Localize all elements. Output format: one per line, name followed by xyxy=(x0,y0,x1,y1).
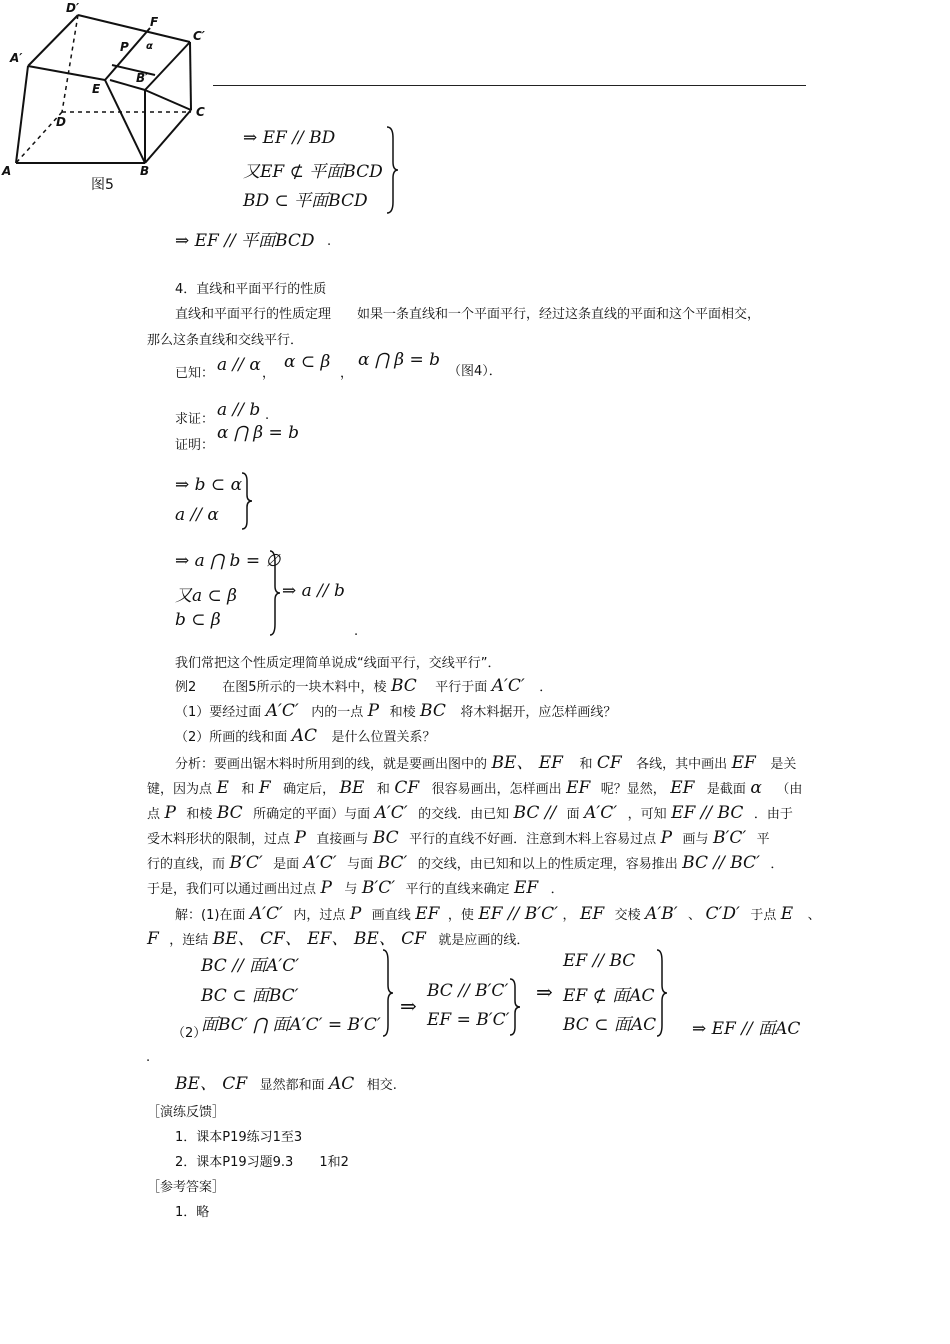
analysis-line6: 于是，我们可以通过画出过点 P 与 B′C′ 平行的直线来确定 EF ． xyxy=(147,878,564,898)
example2-line: 例2 在图5所示的一块木料中，棱 BC 平行于面 A′C′ ． xyxy=(175,676,553,696)
analysis-line3: 点 P 和棱 BC 所确定的平面）与面 A′C′ 的交线．由已知 BC // 面 A′C′ ，可知 EF // BC ．由于 xyxy=(147,803,793,823)
question2-line: （2）所画的线和面 AC 是什么位置关系？ xyxy=(175,726,436,746)
deriv-c2: EF ⊄ 面AC xyxy=(563,986,655,1006)
deriv-implies-2: ⇒ xyxy=(536,980,553,1004)
horizontal-rule xyxy=(213,85,806,86)
answers-header: ［参考答案］ xyxy=(147,1180,226,1195)
proof2-g1-line2: a // α xyxy=(175,505,219,525)
known-math3: α ⋂ β = b xyxy=(358,350,440,370)
label-d: D xyxy=(56,115,66,129)
deriv-b1: BC // B′C′ xyxy=(427,981,509,1001)
label-d-prime: D′ xyxy=(66,1,80,15)
practice-header: ［演练反馈］ xyxy=(147,1105,226,1120)
label-alpha: α xyxy=(146,41,153,52)
label-b: B xyxy=(140,164,150,178)
known-math1: a // α xyxy=(217,355,261,375)
proof2-conclusion: ⇒ a // b xyxy=(282,581,345,601)
deriv-a1: BC // 面A′C′ xyxy=(201,956,300,976)
proof1-line3: BD ⊂ 平面BCD xyxy=(243,191,368,211)
question1-line: （1）要经过面 A′C′ 内的一点 P 和棱 BC 将木料据开，应怎样画线？ xyxy=(175,701,617,721)
deriv-dot: . xyxy=(146,1050,151,1065)
part2-label: （2） xyxy=(172,1026,207,1041)
proof1-line1: ⇒ EF // BD xyxy=(243,128,336,148)
label-p: P xyxy=(120,40,129,54)
label-a: A xyxy=(2,164,12,178)
practice-item2: 2．课本P19习题9.3 1和2 xyxy=(175,1155,349,1170)
deriv-c3: BC ⊂ 面AC xyxy=(563,1015,657,1035)
proof-label: 证明： xyxy=(175,438,215,453)
proof2-g2-line1: ⇒ a ⋂ b = ∅ xyxy=(175,551,281,571)
proof-math: α ⋂ β = b xyxy=(217,423,299,443)
solution-line1: 解：(1)在面 A′C′ 内，过点 P 画直线 EF ，使 EF // B′C′ ， EF 交棱 A′B′ 、 C′D′ 于点 E 、 xyxy=(175,904,821,924)
proof2-g2-line2: 又a ⊂ β xyxy=(175,586,238,606)
summary-line: 我们常把这个性质定理简单说成“线面平行，交线平行”． xyxy=(175,656,501,671)
known-label: 已知： xyxy=(175,366,215,381)
label-e: E xyxy=(92,82,101,96)
known-math2: α ⊂ β xyxy=(284,352,331,372)
proof1-dot: . xyxy=(327,234,332,249)
deriv-a2: BC ⊂ 面BC′ xyxy=(201,986,299,1006)
known-comma1: ， xyxy=(262,366,276,381)
deriv-conclusion: ⇒ EF // 面AC xyxy=(692,1019,801,1039)
deriv-brace-c xyxy=(655,949,669,1037)
proof2-dot: . xyxy=(354,624,359,639)
analysis-line4: 受木料形状的限制，过点 P 直接画与 BC 平行的直线不好画．注意到木料上容易过点 P 画与 B′C′ 平 xyxy=(147,828,770,848)
practice-item1: 1．课本P19练习1至3 xyxy=(175,1130,303,1145)
proof2-g1-line1: ⇒ b ⊂ α xyxy=(175,475,243,495)
proof2-g2-line3: b ⊂ β xyxy=(175,610,221,630)
deriv-brace-b xyxy=(508,978,522,1036)
label-a-prime: A′ xyxy=(10,51,23,65)
answers-item1: 1．略 xyxy=(175,1205,210,1220)
deriv-c1: EF // BC xyxy=(563,951,636,971)
analysis-line5: 行的直线，而 B′C′ 是面 A′C′ 与面 BC′ 的交线，由已知和以上的性质定理，容易推出 BC // BC′ ． xyxy=(147,853,784,873)
theorem-line1: 直线和平面平行的性质定理 如果一条直线和一个平面平行，经过这条直线的平面和这个平面相交， xyxy=(175,307,761,322)
label-c-prime: C′ xyxy=(193,29,205,43)
figure-5-wooden-block xyxy=(0,0,215,200)
analysis-line2: 键，因为点 E 和 F 确定后， BE 和 CF 很容易画出，怎样画出 EF 呢？显然， EF 是截面 α （由 xyxy=(147,778,803,798)
deriv-implies-1: ⇒ xyxy=(400,994,417,1018)
theorem-line2: 那么这条直线和交线平行． xyxy=(147,333,304,348)
proof1-conclusion: ⇒ EF // 平面BCD xyxy=(175,231,315,251)
section4-heading: 4．直线和平面平行的性质 xyxy=(175,282,327,297)
deriv-brace-a xyxy=(381,949,395,1037)
deriv-b2: EF = B′C′ xyxy=(427,1010,510,1030)
known-comma2: ， xyxy=(340,366,354,381)
proof2-brace2 xyxy=(268,550,282,636)
proof2-brace1 xyxy=(240,472,254,530)
deriv-a3: 面BC′ ⋂ 面A′C′ = B′C′ xyxy=(201,1015,381,1035)
prove-dot: . xyxy=(265,408,270,423)
proof1-line2: 又EF ⊄ 平面BCD xyxy=(243,162,383,182)
proof1-brace xyxy=(385,126,399,214)
prove-math: a // b xyxy=(217,400,261,420)
solution-line2: F ，连结 BE、 CF、 EF、 BE、 CF 就是应画的线． xyxy=(147,929,530,949)
analysis-line1: 分析：要画出锯木料时所用到的线，就是要画出图中的 BE、 EF 和 CF 各线，其中画出 EF 是关 xyxy=(175,753,797,773)
solution-last-line: BE、 CF 显然都和面 AC 相交. xyxy=(175,1074,397,1094)
label-c: C xyxy=(196,105,205,119)
figure-caption: 图5 xyxy=(91,177,114,193)
label-b-prime: B′ xyxy=(136,71,149,85)
label-f: F xyxy=(150,15,159,29)
known-figure-ref: （图4）． xyxy=(448,364,502,379)
prove-label: 求证： xyxy=(175,412,215,427)
